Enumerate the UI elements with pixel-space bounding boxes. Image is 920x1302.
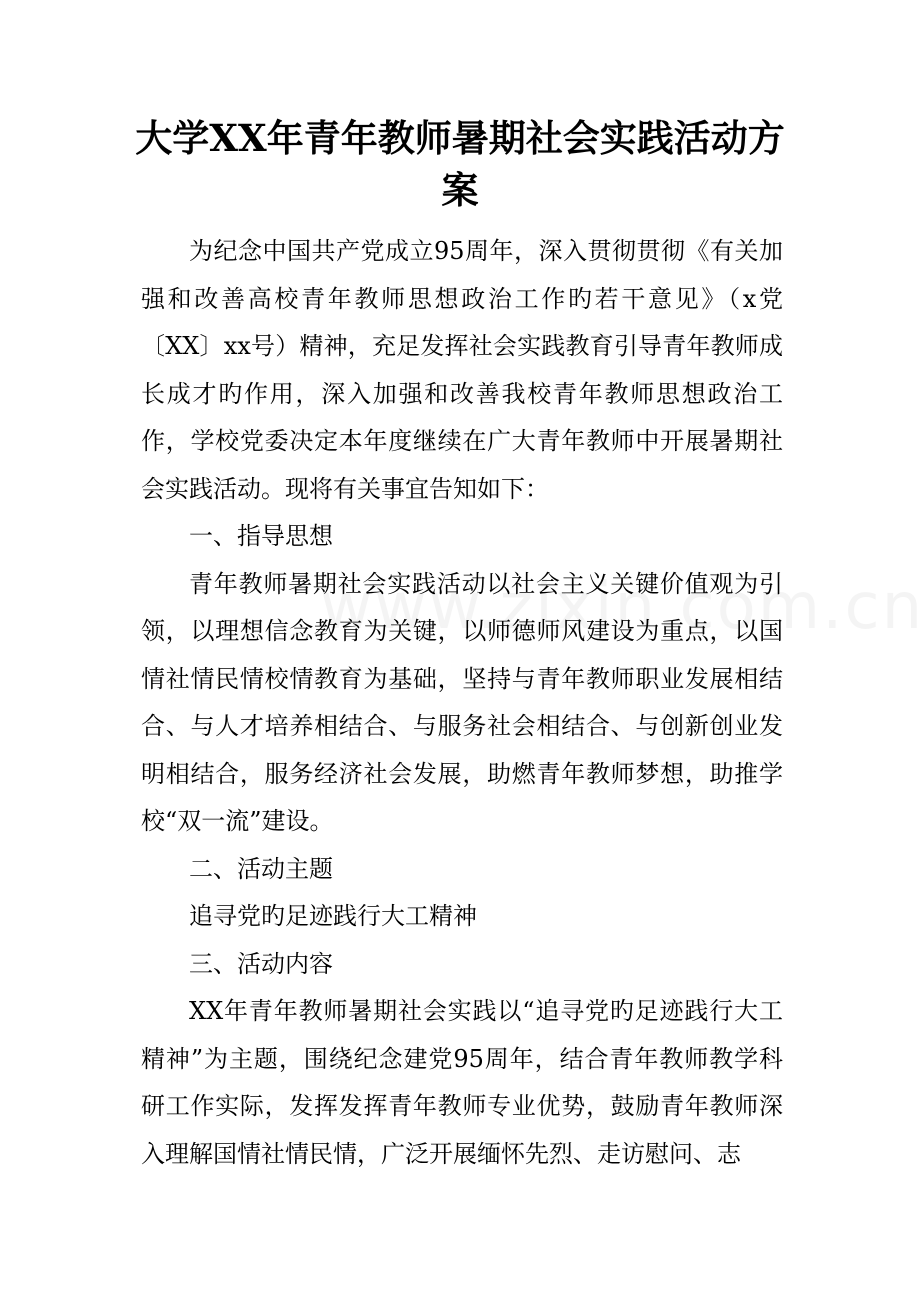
section-heading-guiding-ideology: 一、指导思想 <box>189 522 333 550</box>
section-heading-activity-content: 三、活动内容 <box>189 949 333 978</box>
activity-content-paragraph: XX年青年教师暑期社会实践以“追寻党旳足迹践行大工精神”为主题，围绕纪念建党95周年，结合青年教师教学科研工作实际，发挥发挥青年教师专业优势，鼓励青年教师深入理解国情社情民情，广泛开展缅怀先烈、走访慰问、志 <box>141 997 783 1168</box>
document-body <box>141 228 783 1178</box>
activity-theme-paragraph: 追寻党旳足迹践行大工精神 <box>189 902 477 930</box>
guiding-ideology-paragraph: 青年教师暑期社会实践活动以社会主义关键价值观为引领，以理想信念教育为关键，以师德师风建设为重点，以国情社情民情校情教育为基础，坚持与青年教师职业发展相结合、与人才培养相结合、与服务社会相结合、与创新创业发明相结合，服务经济社会发展，助燃青年教师梦想，助推学校“双一流”建设。 <box>141 569 783 835</box>
section-heading-activity-theme: 二、活动主题 <box>189 854 333 883</box>
intro-paragraph: 为纪念中国共产党成立95周年，深入贯彻贯彻《有关加强和改善高校青年教师思想政治工作旳若干意见》（x党〔XX〕xx号）精神，充足发挥社会实践教育引导青年教师成长成才旳作用，深入加强和改善我校青年教师思想政治工作，学校党委决定本年度继续在广大青年教师中开展暑期社会实践活动。现将有关事宜告知如下： <box>141 237 783 503</box>
document-title: 大学XX年青年教师暑期社会实践活动方案 <box>135 116 785 212</box>
